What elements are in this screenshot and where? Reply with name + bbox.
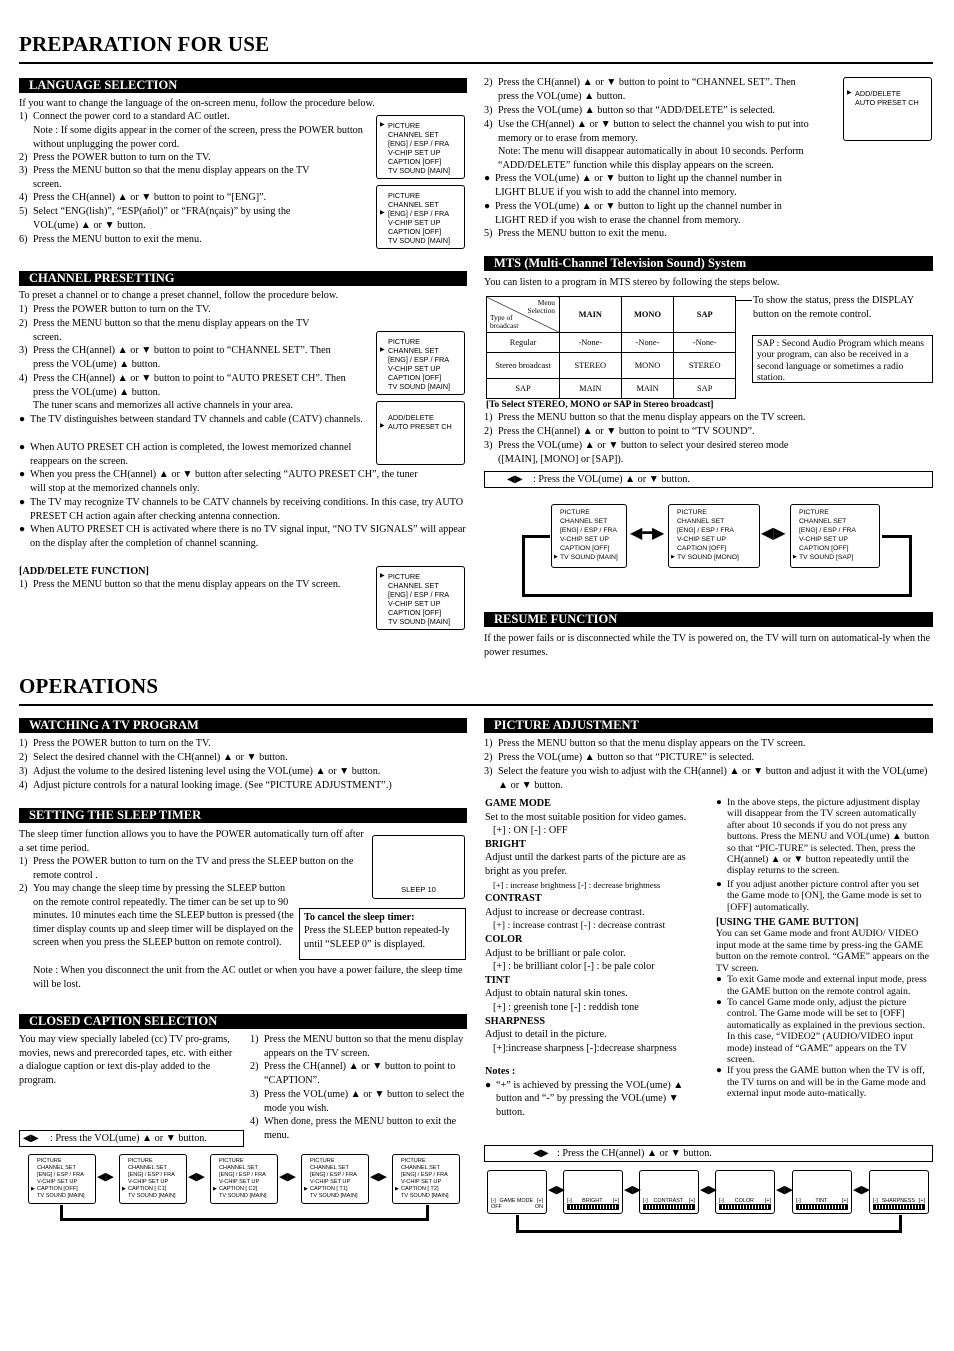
adj-screen-bright: [-] BRIGHT [+] [563,1170,623,1214]
watching-step-4: 4) Adjust picture controls for a natural looking image. (See “PICTURE ADJUSTMENT”.) [19,780,392,791]
bright-gauge [567,1204,619,1210]
adddel-step-3: 3) Press the VOL(ume) ▲ button so that “ADD/DELETE” is selected. [484,105,775,116]
sleep-intro: The sleep timer function allows you to have the POWER automatically turn off after a set time period. [19,829,364,854]
adddel-step-4: 4) Use the CH(annel) ▲ or ▼ button to select the channel you wish to put into memory or to erase from memory. [484,119,809,144]
picture-legend: ◀▶ : Press the CH(annel) ▲ or ▼ button. [484,1145,933,1162]
sleep-step-1: 1) Press the POWER button to turn on the TV and press the SLEEP button on the remote control . [19,856,354,881]
language-menu-screen-1: ▶ PICTURE CHANNEL SET [ENG] / ESP / FRA V-CHIP SET UP CAPTION [OFF] TV SOUND [MAIN] [376,115,465,179]
adddel-submenu-screen: ▶ ADD/DELETE AUTO PRESET CH [843,77,932,141]
mts-col-main: MAIN [560,297,622,333]
section-header-resume: RESUME FUNCTION [484,612,933,627]
game-mode-heading: GAME MODE [485,798,551,809]
adj-screen-color: [-] COLOR [+] [715,1170,775,1214]
contrast-text: Adjust to increase or decrease contrast. [485,906,645,918]
adj-arrow-4-icon: ◀▶ [776,1184,793,1196]
adj-arrow-3-icon: ◀▶ [700,1184,717,1196]
channel-bullet-2: ● When AUTO PRESET CH action is completed, the lowest memorized channel reappears on the screen. [19,442,352,467]
picture-step-3: 3) Select the feature you wish to adjust with the CH(annel) ▲ or ▼ button and adjust it with the VOL(ume) ▲ or ▼ button. [484,766,928,791]
sharpness-values: [+]:increase sharpness [-]:decrease sharpness [493,1042,677,1054]
caption-arrow-4-icon: ◀▶ [370,1171,387,1183]
double-arrow-icon: ◀▶ [533,1148,549,1159]
caption-step-1: 1) Press the MENU button so that the menu display appears on the TV screen. [250,1034,464,1059]
sleep-note: Note : When you disconnect the unit from the AC outlet or when you have a power failure, the sleep time will be lost. [33,965,463,990]
mts-screen-sap: PICTURE CHANNEL SET [ENG] / ESP / FRA V-CHIP SET UP CAPTION [OFF] ▶ TV SOUND [SAP] [790,504,880,568]
section-header-channel: CHANNEL PRESETTING [19,271,467,286]
caption-screen-t2: PICTURE CHANNEL SET [ENG] / ESP / FRA V-CHIP SET UP ▶ CAPTION [ T2] TV SOUND [MAIN] [392,1154,460,1204]
adj-arrow-1-icon: ◀▶ [548,1184,565,1196]
channel-bullet-5: ● When AUTO PRESET CH is activated where there is no TV signal input, “NO TV SIGNALS” will appear on the display after the completion of channel scanning. [19,524,466,549]
adddel-step-2: 2) Press the CH(annel) ▲ or ▼ button to point to “CHANNEL SET”. Then press the VOL(ume) ▲ button. [484,77,796,102]
language-step-5: 5) Select “ENG(lish)”, “ESP(añol)” or “FRA(nçais)” by using the VOL(ume) ▲ or ▼ button. [19,206,291,231]
adj-screen-contrast: [-] CONTRAST [+] [639,1170,699,1214]
color-text: Adjust to be brilliant or pale color. [485,947,626,959]
color-gauge [719,1204,771,1210]
operations-rule [19,704,933,706]
mts-screen-mono: PICTURE CHANNEL SET [ENG] / ESP / FRA V-CHIP SET UP CAPTION [OFF] ▶ TV SOUND [MONO] [668,504,760,568]
status-note-leader [736,300,752,301]
caption-arrow-2-icon: ◀▶ [188,1171,205,1183]
mts-row-regular: Regular -None- -None- -None- [487,333,736,353]
sleep-screen: SLEEP 10 [372,835,465,899]
resume-text: If the power fails or is disconnected while the TV is powered on, the TV will turn on automatical-ly when the power resumes. [484,633,930,658]
channel-bullet-4: ● The TV may recognize TV channels to be CATV channels by receiving conditions. In this case, try AUTO PRESET CH action again after checking antenna connection. [19,497,464,522]
language-step-6: 6) Press the MENU button to exit the menu. [19,234,202,245]
caption-step-3: 3) Press the VOL(ume) ▲ or ▼ button to select the mode you wish. [250,1089,465,1114]
bright-text: Adjust until the darkest parts of the picture are as bright as you prefer. [485,852,686,877]
game-mode-values: [+] : ON [-] : OFF [493,825,568,837]
channel-menu-screen: PICTURE ▶ CHANNEL SET [ENG] / ESP / FRA V-CHIP SET UP CAPTION [OFF] TV SOUND [MAIN] [376,331,465,395]
section-header-sleep: SETTING THE SLEEP TIMER [19,808,467,823]
adddel-menu-screen: ▶ PICTURE CHANNEL SET [ENG] / ESP / FRA V-CHIP SET UP CAPTION [OFF] TV SOUND [MAIN] [376,566,465,630]
color-values: [+] : be brilliant color [-] : be pale color [493,961,655,973]
picture-step-1: 1) Press the MENU button so that the menu display appears on the TV screen. [484,738,806,749]
section-header-watching: WATCHING A TV PROGRAM [19,718,467,733]
language-note: Note : If some digits appear in the corner of the screen, press the POWER button without unplugging the power cord. [33,125,363,150]
language-step-3: 3) Press the MENU button so that the menu display appears on the TV screen. [19,165,310,190]
mts-loop-right [909,536,912,597]
game-mode-text: Set to the most suitable position for video games. [485,811,687,823]
double-arrow-icon: ◀▶ [23,1133,39,1144]
game-button-text: You can set Game mode and front AUDIO/ VIDEO input mode at the same time by press-ing the GAME button on the remote control. “GAME” appears on the TV screen. [716,928,930,974]
mts-arrow-2-icon: ◀▶ [761,525,786,542]
language-intro: If you want to change the language of the on-screen menu, follow the procedure below. [19,98,375,109]
mts-row-sap: SAP MAIN MAIN SAP [487,379,736,399]
tint-values: [+] : greenish tone [-] : reddish tone [493,1001,639,1013]
picture-features [485,797,700,1120]
mts-table [486,296,736,399]
mts-table-corner: Menu Selection Type of broadcast [487,297,560,333]
sleep-cancel-box: To cancel the sleep timer: Press the SLEEP button repeated-ly until “SLEEP 0” is displayed. [299,908,466,960]
watching-step-3: 3) Adjust the volume to the desired listening level using the VOL(ume) ▲ or ▼ button. [19,766,381,777]
contrast-values: [+] : increase contrast [-] : decrease contrast [493,920,666,932]
sleep-step-2: 2) You may change the sleep time by pressing the SLEEP button on the remote control repeatedly. The timer can be set up to 90 minutes. 10 minutes each time the SLEEP button is pressed (the timer display counts up and sleep timer will be displayed on the screen when you press the SLEEP button on remote control). [19,883,294,949]
channel-step-1: 1) Press the POWER button to turn on the TV. [19,304,211,315]
caption-arrow-1-icon: ◀▶ [97,1171,114,1183]
section-header-caption: CLOSED CAPTION SELECTION [19,1014,467,1029]
watching-step-1: 1) Press the POWER button to turn on the TV. [19,738,211,749]
caption-screen-off: PICTURE CHANNEL SET [ENG] / ESP / FRA V-CHIP SET UP ▶ CAPTION [OFF] TV SOUND [MAIN] [28,1154,96,1204]
mts-step-3: 3) Press the VOL(ume) ▲ or ▼ button to select your desired stereo mode ([MAIN], [MONO] or [SAP]). [484,440,789,465]
adj-screen-sharpness: [-] SHARPNESS [+] [869,1170,929,1214]
caption-screen-t1: PICTURE CHANNEL SET [ENG] / ESP / FRA V-CHIP SET UP ▶ CAPTION [ T1] TV SOUND [MAIN] [301,1154,369,1204]
game-button-bullet-3: ● If you press the GAME button when the TV is off, the TV turns on and will be in the Game mode and external input mode auto-matically. [716,1065,926,1100]
picture-right-notes [716,797,933,1100]
channel-intro: To preset a channel or to change a preset channel, follow the procedure below. [19,290,339,301]
adj-arrow-2-icon: ◀▶ [624,1184,641,1196]
mts-loop-bottom [522,594,912,597]
adddel-note: Note: The menu will disappear automatically in about 10 seconds. Perform “ADD/DELETE” function while this display appears on the screen. [498,146,804,171]
language-step-4: 4) Press the CH(annel) ▲ or ▼ button to point to “[ENG]”. [19,192,267,203]
caption-step-4: 4) When done, press the MENU button to exit the menu. [250,1116,457,1141]
adddel-bullet-2: ● Press the VOL(ume) ▲ or ▼ button to light up the channel number in LIGHT RED if you wish to erase the channel from memory. [484,201,782,226]
mts-loop-left [522,536,525,597]
mts-col-mono: MONO [621,297,674,333]
color-heading: COLOR [485,933,523,945]
caption-screen-c1: PICTURE CHANNEL SET [ENG] / ESP / FRA V-CHIP SET UP ▶ CAPTION [ C1] TV SOUND [MAIN] [119,1154,187,1204]
mts-step-2: 2) Press the CH(annel) ▲ or ▼ button to point to “TV SOUND”. [484,426,755,437]
caption-intro: You may view specially labeled (cc) TV pro-grams, movies, news and prerecorded tapes, etc. with either a dialogue caption or text dis-play added to the program. [19,1034,233,1086]
mts-status-note: To show the status, press the DISPLAY button on the remote control. [753,295,914,320]
watching-step-2: 2) Select the desired channel with the CH(annel) ▲ or ▼ button. [19,752,288,763]
language-step-2: 2) Press the POWER button to turn on the TV. [19,152,211,163]
game-button-heading: [USING THE GAME BUTTON] [716,917,859,929]
caption-arrow-3-icon: ◀▶ [279,1171,296,1183]
language-step-1: 1) Connect the power cord to a standard AC outlet. [19,111,230,122]
notes-bullet: ● “+” is achieved by pressing the VOL(ume) ▲ button and “-” by pressing the VOL(ume) ▼ button. [485,1079,684,1119]
caption-legend: ◀▶ : Press the VOL(ume) ▲ or ▼ button. [19,1130,244,1147]
tint-gauge [796,1204,848,1210]
mts-step-1: 1) Press the MENU button so that the menu display appears on the TV screen. [484,412,806,423]
tint-heading: TINT [485,974,510,986]
adddel-header: [ADD/DELETE FUNCTION] [19,566,149,577]
page-title-operations: OPERATIONS [19,674,159,698]
mts-screen-main: PICTURE CHANNEL SET [ENG] / ESP / FRA V-CHIP SET UP CAPTION [OFF] ▶ TV SOUND [MAIN] [551,504,627,568]
section-header-mts: MTS (Multi-Channel Television Sound) System [484,256,933,271]
bright-heading: BRIGHT [485,838,526,850]
tint-text: Adjust to obtain natural skin tones. [485,988,628,1000]
page-title-preparation: PREPARATION FOR USE [19,32,270,56]
game-button-bullet-2: ● To cancel Game mode only, adjust the picture control. The Game mode will be set to [OFF] automatically as explained in the previous section. In this case, “VIDEO2” (AUDIO/VIDEO input mode) instead of “GAME” appears on the TV screen. [716,996,925,1065]
mts-row-stereo: Stereo broadcast STEREO MONO STEREO [487,353,736,379]
channel-submenu-screen: ADD/DELETE ▶ AUTO PRESET CH [376,401,465,465]
adj-screen-tint: [-] TINT [+] [792,1170,852,1214]
caption-step-2: 2) Press the CH(annel) ▲ or ▼ button to point to “CAPTION”. [250,1061,456,1086]
mts-loop-left-stub [522,535,550,538]
section-header-picture: PICTURE ADJUSTMENT [484,718,933,733]
sharpness-text: Adjust to detail in the picture. [485,1029,607,1041]
adj-screen-game: [-] GAME MODE [+] OFF ON [487,1170,547,1214]
adddel-bullet-1: ● Press the VOL(ume) ▲ or ▼ button to light up the channel number in LIGHT BLUE if you wish to add the channel into memory. [484,173,782,198]
game-button-bullet-1: ● To exit Game mode and external input mode, press the GAME button on the remote control again. [716,974,927,997]
mts-select-header: [To Select STEREO, MONO or SAP in Stereo broadcast] [486,400,714,410]
picture-step-2: 2) Press the VOL(ume) ▲ button so that “PICTURE” is selected. [484,752,755,763]
notes-heading: Notes : [485,1066,516,1078]
picture-note-bullet-2: ● If you adjust another picture control after you set the Game mode to [ON], the Game mode is set to [OFF] automatically. [716,878,922,913]
section-header-language: LANGUAGE SELECTION [19,78,467,93]
channel-step-2: 2) Press the MENU button so that the menu display appears on the TV screen. [19,318,310,343]
double-arrow-icon: ◀▶ [507,474,523,485]
adddel-step-5: 5) Press the MENU button to exit the menu. [484,228,667,239]
mts-intro: You can listen to a program in MTS stereo by following the steps below. [484,277,780,288]
channel-step-3: 3) Press the CH(annel) ▲ or ▼ button to point to “CHANNEL SET”. Then press the VOL(ume) ▲ button. [19,345,331,370]
channel-bullet-3: ● When you press the CH(annel) ▲ or ▼ button after selecting “AUTO PRESET CH”, the tuner will stop at the memorized channels only. [19,469,418,494]
channel-step-4: 4) Press the CH(annel) ▲ or ▼ button to point to “AUTO PRESET CH”. Then press the VOL(ume) ▲ button. [19,373,346,398]
picture-note-bullet-1: ● In the above steps, the picture adjustment display will disappear from the TV screen automatically after about 10 seconds if you do not press any buttons. Press the MENU and VOL(ume) ▲ button so that “PIC-TURE” is selected. Then, press the CH(annel) ▲ or ▼ button repeatedly until the display returns to the screen. [716,797,930,877]
caption-screen-c2: PICTURE CHANNEL SET [ENG] / ESP / FRA V-CHIP SET UP ▶ CAPTION [ C2] TV SOUND [MAIN] [210,1154,278,1204]
bright-values: [+] : increase brightness [-] : decrease brightness [493,879,661,890]
mts-legend: ◀▶ : Press the VOL(ume) ▲ or ▼ button. [484,471,933,488]
sharpness-gauge [873,1204,925,1210]
channel-step-4-note: The tuner scans and memorizes all active channels in your area. [33,400,293,411]
adj-arrow-5-icon: ◀▶ [853,1184,870,1196]
adj-loop-bottom [516,1230,902,1233]
mts-loop-right-stub [882,535,912,538]
mts-arrow-1-icon: ◀━▶ [630,525,665,542]
title-rule [19,62,933,64]
mts-col-sap: SAP [674,297,736,333]
contrast-heading: CONTRAST [485,893,542,905]
language-menu-screen-2: PICTURE CHANNEL SET ▶ [ENG] / ESP / FRA V-CHIP SET UP CAPTION [OFF] TV SOUND [MAIN] [376,185,465,249]
caption-loop-bottom [60,1218,429,1221]
sharpness-heading: SHARPNESS [485,1015,546,1027]
channel-bullet-1: ● The TV distinguishes between standard TV channels and cable (CATV) channels. [19,414,363,425]
adddel-step-1: 1) Press the MENU button so that the menu display appears on the TV screen. [19,579,341,590]
contrast-gauge [643,1204,695,1210]
sap-note-box: SAP : Second Audio Program which means your program, can also be received in a second language or sometimes a radio station. [752,335,933,383]
